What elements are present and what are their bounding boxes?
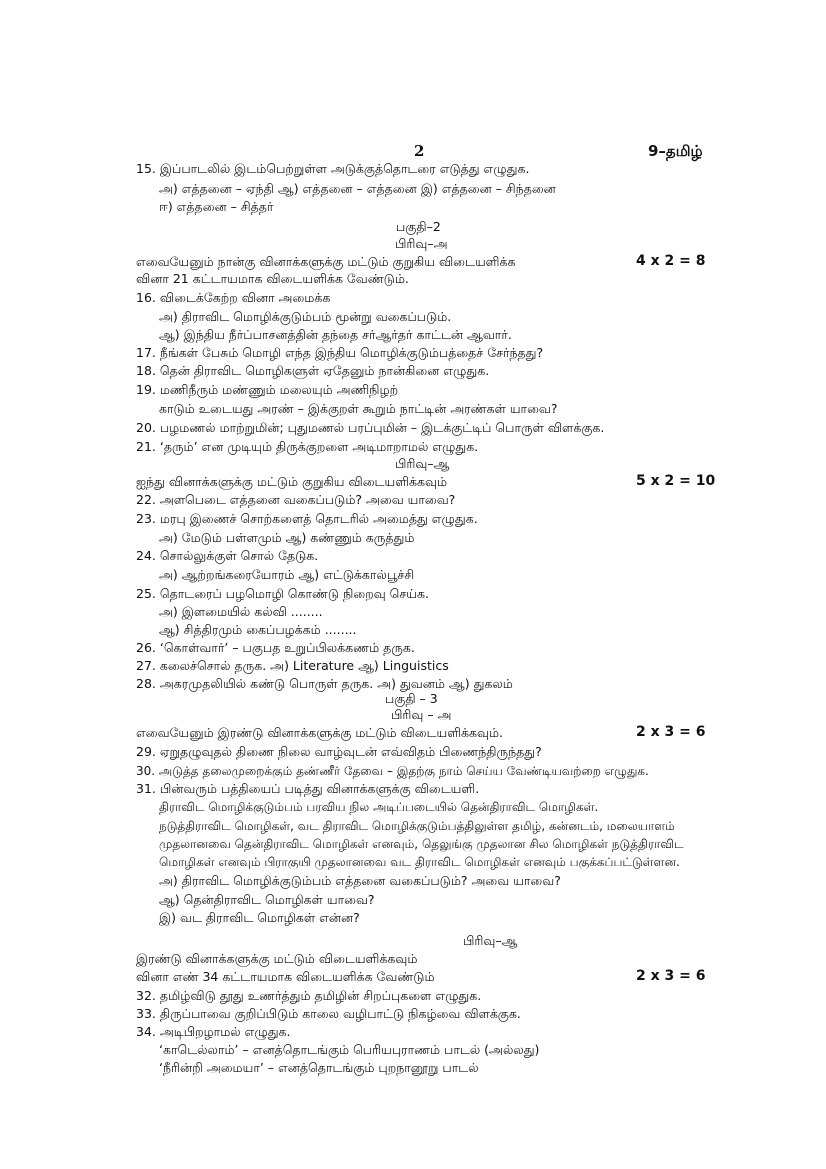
- question-31: 31. பின்வரும் பத்தியைப் படித்து வினாக்களுக்கு விடையளி.: [136, 781, 480, 796]
- question-19-b: காடும் உடையது அரண் – இக்குறள் கூறும் நாட்டின் அரண்கள் யாவை?: [159, 401, 558, 416]
- question-15: 15. இப்பாடலில் இடம்பெற்றுள்ள அடுக்குத்தொடரை எடுத்து எழுதுக.: [136, 161, 530, 176]
- question-27: 27. கலைச்சொல் தருக. அ) Literature ஆ) Linguistics: [136, 658, 449, 673]
- part-3-section-b-compulsory: வினா எண் 34 கட்டாயமாக விடையளிக்க வேண்டும்: [136, 969, 435, 984]
- question-34-a: ‘காடெல்லாம்’ – எனத்தொடங்கும் பெரியபுராணம் பாடல் (அல்லது): [159, 1042, 540, 1057]
- question-16: 16. விடைக்கேற்ற வினா அமைக்க: [136, 290, 331, 305]
- question-31-c: இ) வட திராவிட மொழிகள் என்ன?: [159, 910, 360, 925]
- question-21: 21. ‘தரும்’ என முடியும் திருக்குறளை அடிமாறாமல் எழுதுக.: [136, 439, 479, 454]
- question-20: 20. பழமணல் மாற்றுமின்; புதுமணல் பரப்புமின் – இடக்குட்டிப் பொருள் விளக்குக.: [136, 420, 605, 435]
- part-3-title: பகுதி – 3: [385, 691, 438, 706]
- part-2-section-a-instruction: எவையேனும் நான்கு வினாக்களுக்கு மட்டும் குறுகிய விடையளிக்க: [136, 254, 516, 269]
- part-3-section-a-instruction: எவையேனும் இரண்டு வினாக்களுக்கு மட்டும் விடையளிக்கவும்.: [136, 725, 504, 740]
- question-15-options-2: ஈ) எத்தனை – சித்தர்: [159, 199, 274, 214]
- part-3-section-b-title: பிரிவு–ஆ: [463, 933, 518, 948]
- question-25: 25. தொடரைப் பழமொழி கொண்டு நிறைவு செய்க.: [136, 586, 429, 601]
- part-2-title: பகுதி–2: [396, 219, 441, 234]
- question-22: 22. அளபெடை எத்தனை வகைப்படும்? அவை யாவை?: [136, 492, 456, 507]
- part-2-section-a-marks: 4 x 2 = 8: [636, 253, 706, 269]
- question-17: 17. நீங்கள் பேசும் மொழி எந்த இந்திய மொழிக்குடும்பத்தைச் சேர்ந்தது?: [136, 345, 544, 360]
- question-25-a: அ) இளமையில் கல்வி ........: [159, 604, 323, 619]
- part-3-section-a-title: பிரிவு – அ: [391, 707, 452, 722]
- question-24-options: அ) ஆற்றங்கரையோரம் ஆ) எட்டுக்கால்பூச்சி: [159, 567, 415, 582]
- part-2-section-b-marks: 5 x 2 = 10: [636, 473, 716, 489]
- part-2-section-a-title: பிரிவு–அ: [395, 236, 448, 251]
- passage-line-4: மொழிகள் எனவும் பிராகுயி முதலானவை வட திராவிட மொழிகள் எனவும் பகுக்கப்பட்டுள்ளன.: [159, 855, 680, 869]
- passage-line-3: முதலானவை தென்திராவிட மொழிகள் எனவும், தெலுங்கு முதலான சில மொழிகள் நடுத்திராவிட: [159, 837, 684, 851]
- question-33: 33. திருப்பாவை குறிப்பிடும் காலை வழிபாட்டு நிகழ்வை விளக்குக.: [136, 1006, 521, 1021]
- part-3-section-b-marks: 2 x 3 = 6: [636, 968, 706, 984]
- question-16-b: ஆ) இந்திய நீர்ப்பாசனத்தின் தந்தை சர்ஆர்தர் காட்டன் ஆவார்.: [159, 327, 512, 342]
- question-16-a: அ) திராவிட மொழிக்குடும்பம் மூன்று வகைப்படும்.: [159, 309, 452, 324]
- question-32: 32. தமிழ்விடு தூது உணர்த்தும் தமிழின் சிறப்புகளை எழுதுக.: [136, 988, 482, 1003]
- question-23: 23. மரபு இணைச் சொற்களைத் தொடரில் அமைத்து எழுதுக.: [136, 511, 478, 526]
- part-2-section-b-instruction: ஐந்து வினாக்களுக்கு மட்டும் குறுகிய விடையளிக்கவும்: [136, 474, 448, 489]
- question-34: 34. அடிபிறழாமல் எழுதுக.: [136, 1024, 291, 1039]
- part-3-section-a-marks: 2 x 3 = 6: [636, 724, 706, 740]
- page-number: 2: [414, 142, 425, 160]
- part-2-section-b-title: பிரிவு–ஆ: [395, 456, 450, 471]
- part-3-section-b-instruction: இரண்டு வினாக்களுக்கு மட்டும் விடையளிக்கவும்: [136, 951, 418, 966]
- passage-line-2: நடுத்திராவிட மொழிகள், வட திராவிட மொழிக்குடும்பத்திலுள்ள தமிழ், கன்னடம், மலையாளம்: [159, 819, 675, 833]
- question-29: 29. ஏறுதழுவுதல் திணை நிலை வாழ்வுடன் எவ்விதம் பிணைந்திருந்தது?: [136, 744, 542, 759]
- question-26: 26. ‘கொள்வார்’ – பகுபத உறுப்பிலக்கணம் தருக.: [136, 640, 415, 655]
- question-31-a: அ) திராவிட மொழிக்குடும்பம் எத்தனை வகைப்படும்? அவை யாவை?: [159, 873, 561, 888]
- paper-code: 9–தமிழ்: [648, 142, 703, 160]
- question-15-options-1: அ) எத்தனை – ஏந்தி ஆ) எத்தனை – எத்தனை இ) எத்தனை – சிந்தனை: [159, 181, 556, 196]
- question-30: 30. அடுத்த தலைமுறைக்கும் தண்ணீர் தேவை – இதற்கு நாம் செய்ய வேண்டியவற்றை எழுதுக.: [136, 764, 649, 778]
- question-19: 19. மணிநீரும் மண்ணும் மலையும் அணிநிழற்: [136, 382, 399, 397]
- question-34-b: ‘நீரின்றி அமையா’ – எனத்தொடங்கும் புறநானூறு பாடல்: [159, 1060, 479, 1075]
- passage-line-1: திராவிட மொழிக்குடும்பம் பரவிய நில அடிப்படையில் தென்திராவிட மொழிகள்.: [159, 800, 599, 814]
- question-31-b: ஆ) தென்திராவிட மொழிகள் யாவை?: [159, 892, 375, 907]
- part-2-section-a-compulsory: வினா 21 கட்டாயமாக விடையளிக்க வேண்டும்.: [136, 271, 409, 286]
- question-24: 24. சொல்லுக்குள் சொல் தேடுக.: [136, 548, 319, 563]
- question-28: 28. அகரமுதலியில் கண்டு பொருள் தருக. அ) துவனம் ஆ) துகலம்: [136, 676, 513, 691]
- question-23-options: அ) மேடும் பள்ளமும் ஆ) கண்ணும் கருத்தும்: [159, 530, 415, 545]
- question-18: 18. தென் திராவிட மொழிகளுள் ஏதேனும் நான்கினை எழுதுக.: [136, 363, 490, 378]
- question-25-b: ஆ) சித்திரமும் கைப்பழக்கம் ........: [159, 622, 357, 637]
